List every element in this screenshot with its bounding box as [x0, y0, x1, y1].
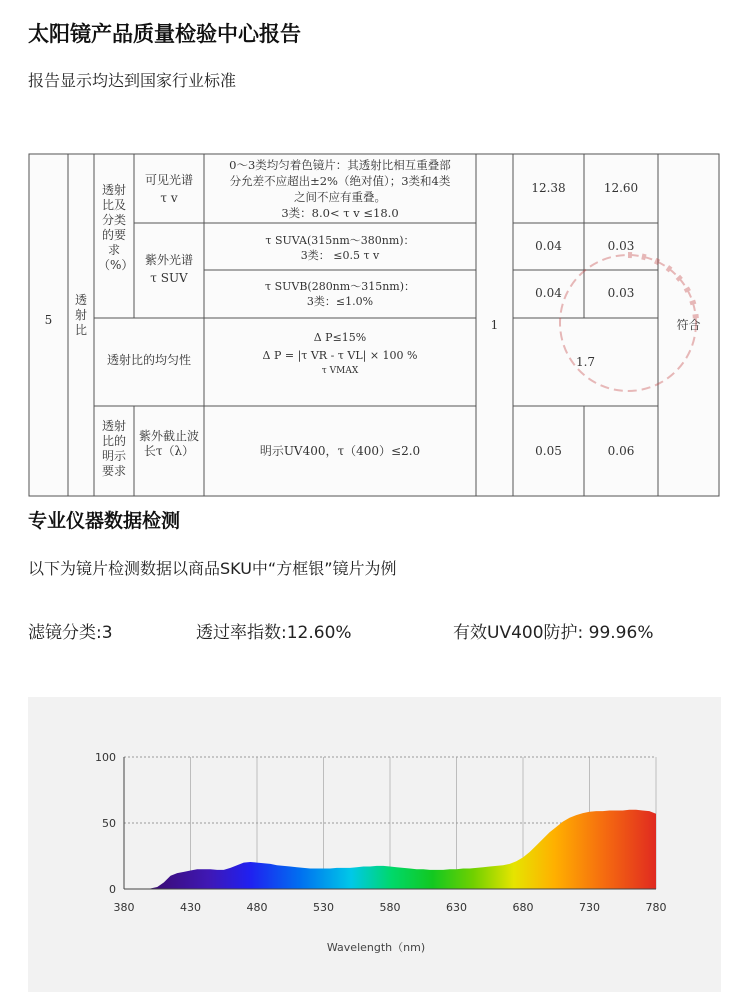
section-subtitle: 以下为镜片检测数据以商品SKU中“方框银”镜片为例: [28, 559, 397, 578]
transmittance-chart: [28, 697, 721, 992]
x-tick-430: 430: [180, 901, 201, 914]
x-tick-480: 480: [246, 901, 268, 914]
visible-requirement: 0～3类均匀着色镜片：其透射比相互重叠部 分允差不应超出±2%（绝对值）；3类和4类 之间不应有重叠。 3类：8.0< τ v ≤18.0: [229, 158, 451, 220]
stat-transmittance: 透过率指数:12.60%: [196, 623, 352, 643]
x-tick-380: 380: [113, 901, 135, 914]
cutoff-requirement: 明示UV400，τ（400）≤2.0: [259, 444, 421, 458]
uvb-requirement: τ SUVB(280nm～315nm)： 3类：≤1.0%: [264, 280, 416, 308]
group-cutoff-label: 透射比的明示要求: [101, 419, 126, 478]
verdict: 符合: [676, 318, 701, 332]
uva-value-2: 0.03: [607, 239, 635, 253]
visible-value-1: 12.38: [531, 181, 566, 195]
visible-spectrum-label: 可见光谱: [144, 173, 193, 187]
uniformity-requirement: Δ P≤15% Δ P = |τ VR - τ VL| × 100 % τ VMAX: [262, 331, 418, 376]
y-tick-50: 50: [102, 817, 116, 830]
uva-value-1: 0.04: [535, 239, 562, 253]
section-title: 专业仪器数据检测: [28, 510, 181, 532]
sample-count: 1: [490, 318, 499, 332]
uniformity-value: 1.7: [575, 355, 596, 369]
group-transmission-label: 透射比及分类的要求（%）: [98, 183, 134, 272]
category-label: 透射比: [74, 293, 87, 337]
y-tick-labels: [95, 751, 116, 896]
uva-requirement: τ SUVA(315nm～380nm)： 3类： ≤0.5 τ v: [265, 234, 415, 262]
uv-spectrum-symbol: τ SUV: [150, 271, 188, 285]
cutoff-value-2: 0.06: [607, 444, 635, 458]
uniformity-label: 透射比的均匀性: [106, 353, 191, 367]
visible-value-2: 12.60: [603, 181, 639, 195]
row-number: 5: [44, 313, 53, 327]
x-tick-labels: [114, 901, 667, 914]
cutoff-wavelength-label: 紫外截止波长τ（λ）: [138, 429, 199, 458]
page-subtitle: 报告显示均达到国家行业标准: [28, 71, 237, 90]
cutoff-value-1: 0.05: [535, 444, 562, 458]
stat-uv400: 有效UV400防护: 99.96%: [453, 623, 654, 643]
x-tick-530: 530: [313, 901, 334, 914]
x-tick-730: 730: [579, 901, 600, 914]
x-tick-630: 630: [446, 901, 467, 914]
x-tick-780: 780: [645, 901, 667, 914]
y-tick-0: 0: [109, 883, 116, 896]
uvb-value-2: 0.03: [607, 286, 635, 300]
transmittance-area: [148, 810, 656, 889]
visible-spectrum-symbol: τ v: [160, 191, 178, 205]
transmittance-chart-panel: [28, 697, 721, 992]
stat-filter-class: 滤镜分类:3: [28, 623, 113, 643]
uv-spectrum-label: 紫外光谱: [144, 253, 193, 267]
x-tick-680: 680: [512, 901, 534, 914]
uvb-value-1: 0.04: [535, 286, 562, 300]
y-tick-100: 100: [95, 751, 116, 764]
x-axis-label: Wavelength（nm): [326, 941, 426, 954]
x-tick-580: 580: [379, 901, 401, 914]
inspection-report-scan: [28, 153, 720, 497]
page-title: 太阳镜产品质量检验中心报告: [28, 22, 301, 46]
